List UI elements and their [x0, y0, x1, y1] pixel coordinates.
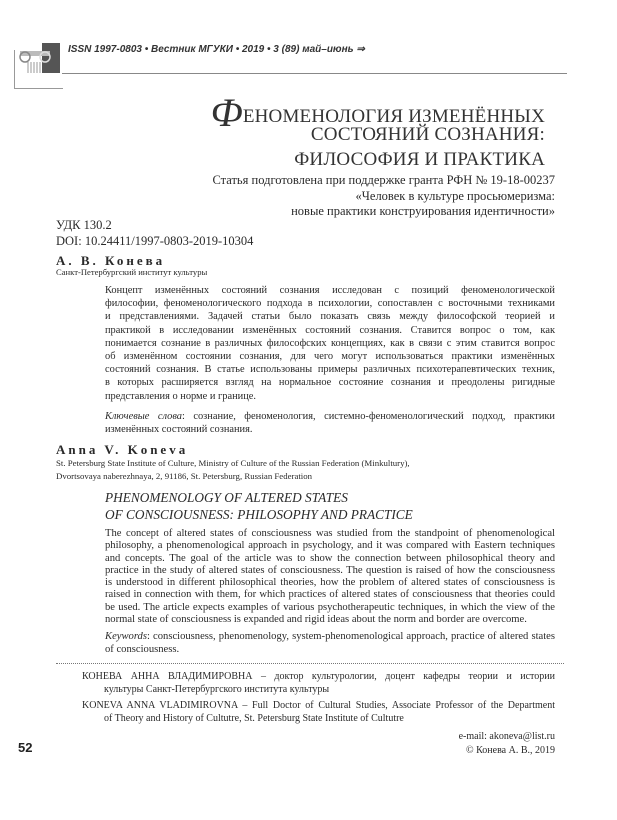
ionic-column-capital-icon — [18, 43, 60, 77]
paragraph-line: is understood in different philosophical theories, how the problem of altered states of consciousness is — [105, 577, 555, 589]
paragraph-line: практикой в исследовании изменённых состояний сознания. Ставится вопрос о том, как — [105, 324, 555, 336]
paragraph-line: понимается сознание в различных философских концепциях, как в связи с этим ставится вопрос — [105, 337, 555, 349]
article-title-en — [105, 489, 413, 523]
keywords-label: Keywords — [105, 631, 147, 642]
keywords-label: Ключевые слова — [105, 411, 182, 422]
abstract-ru — [105, 284, 555, 403]
paragraph-line: философии, феноменологического подхода в психологии, сопоставлен с восточными техниками — [105, 298, 555, 310]
keywords-text: of consciousness. — [105, 644, 180, 655]
paragraph-line: philosophy, a phenomenological approach in psychology, and it was compared with Eastern techniques — [105, 540, 555, 552]
dotted-divider — [56, 663, 564, 664]
paragraph-line: представления о норме и границе. — [105, 390, 256, 402]
author-name-en: Anna V. Koneva — [56, 442, 189, 457]
keywords-en — [105, 630, 555, 656]
bio-line: КОНЕВА АННА ВЛАДИМИРОВНА – доктор культурологии, доцент кафедры теории и истории — [82, 671, 555, 682]
title-en-line2: OF CONSCIOUSNESS: PHILOSOPHY AND PRACTICE — [105, 507, 413, 522]
grant-note-line2: «Человек в культуре просьюмеризма: — [355, 189, 555, 203]
author-bio-ru — [82, 670, 555, 696]
grant-note-line3: новые практики конструирования идентичности» — [291, 204, 555, 218]
author-name-ru: А. В. Конева — [56, 253, 166, 268]
journal-header: ISSN 1997-0803 • Вестник МГУКИ • 2019 • 3 (89) май–июнь ⇒ — [68, 44, 365, 55]
header-divider — [62, 73, 567, 74]
bio-line: KONEVA ANNA VLADIMIROVNA – Full Doctor of Cultural Studies, Associate Professor of the Department — [82, 700, 555, 711]
paragraph-line: and concepts. The goal of the article was to show the connection between philosophical theory and — [105, 552, 555, 564]
paragraph-line: raised in connection with them, for which practices of altered states of consciousness that theories could — [105, 589, 555, 601]
paragraph-line: Концепт изменённых состояний сознания исследован с позиций феноменологической — [105, 285, 555, 296]
copyright: © Конева А. В., 2019 — [466, 745, 555, 756]
paragraph-line: normal state of consciousness is expanded and rigid ideas about the norm and border are overcome. — [105, 614, 527, 626]
keywords-text: : сознание, феноменология, системно-феноменологический подход, практики — [181, 411, 555, 422]
bio-line: of Theory and History of Cultutre, St. Petersburg State Institute of Cultutre — [104, 713, 404, 724]
drop-cap: Ф — [210, 90, 243, 135]
affiliation-line: Dvortsovaya naberezhnaya, 2, 91186, St. Petersburg, Russian Federation — [56, 470, 313, 481]
page-number: 52 — [18, 740, 33, 755]
keywords-text: изменённых состояний сознания. — [105, 424, 253, 436]
doi: DOI: 10.24411/1997-0803-2019-10304 — [56, 234, 254, 248]
keywords-ru — [105, 410, 555, 436]
title-en-line1: PHENOMENOLOGY OF ALTERED STATES — [105, 490, 348, 505]
paragraph-line: practice in the study of altered states of consciousness. The question is raised of how the consciousness — [105, 564, 555, 576]
article-title-ru-line2: СОСТОЯНИЙ СОЗНАНИЯ: — [310, 124, 545, 145]
title-text: ЕНОМЕНОЛОГИЯ ИЗМЕНЁННЫХ — [242, 106, 545, 127]
keywords-text: : consciousness, phenomenology, system-phenomenological approach, practice of altered states — [146, 631, 555, 642]
udc-code: УДК 130.2 — [56, 218, 112, 232]
affiliation-line: St. Petersburg State Institute of Culture, Ministry of Culture of the Russian Federation (Minkultury), — [56, 458, 410, 468]
author-affiliation-en — [56, 457, 410, 482]
abstract-en — [105, 528, 555, 626]
paragraph-line: и представлениями. Задачей статьи было показать связь между философской теорией и — [105, 311, 555, 323]
author-bio-en — [82, 699, 555, 725]
paragraph-line: в которых расширяется взгляд на нормальное состояние сознания и преодолены ригидные — [105, 377, 555, 389]
author-email[interactable]: e-mail: akoneva@list.ru — [458, 731, 555, 742]
grant-note-line1: Статья подготовлена при поддержке гранта РФН № 19-18-00237 — [212, 173, 555, 187]
author-institution-ru: Санкт-Петербургский институт культуры — [56, 267, 208, 277]
bio-line: культуры Санкт-Петербургского института культуры — [104, 684, 330, 695]
paragraph-line: об изменённом состоянии сознания, для чего могут использоваться практики изменённых — [105, 350, 555, 362]
paragraph-line: be used. The article expects examples of various psychotherapeutic techniques, in which the view of the — [105, 601, 555, 613]
paragraph-line: состояний сознания. В статье использованы примеры различных психотерапевтических техник, — [105, 364, 555, 376]
article-title-ru-line3: ФИЛОСОФИЯ И ПРАКТИКА — [294, 149, 545, 170]
paragraph-line: The concept of altered states of consciousness was studied from the standpoint of phenomenological — [105, 528, 555, 539]
